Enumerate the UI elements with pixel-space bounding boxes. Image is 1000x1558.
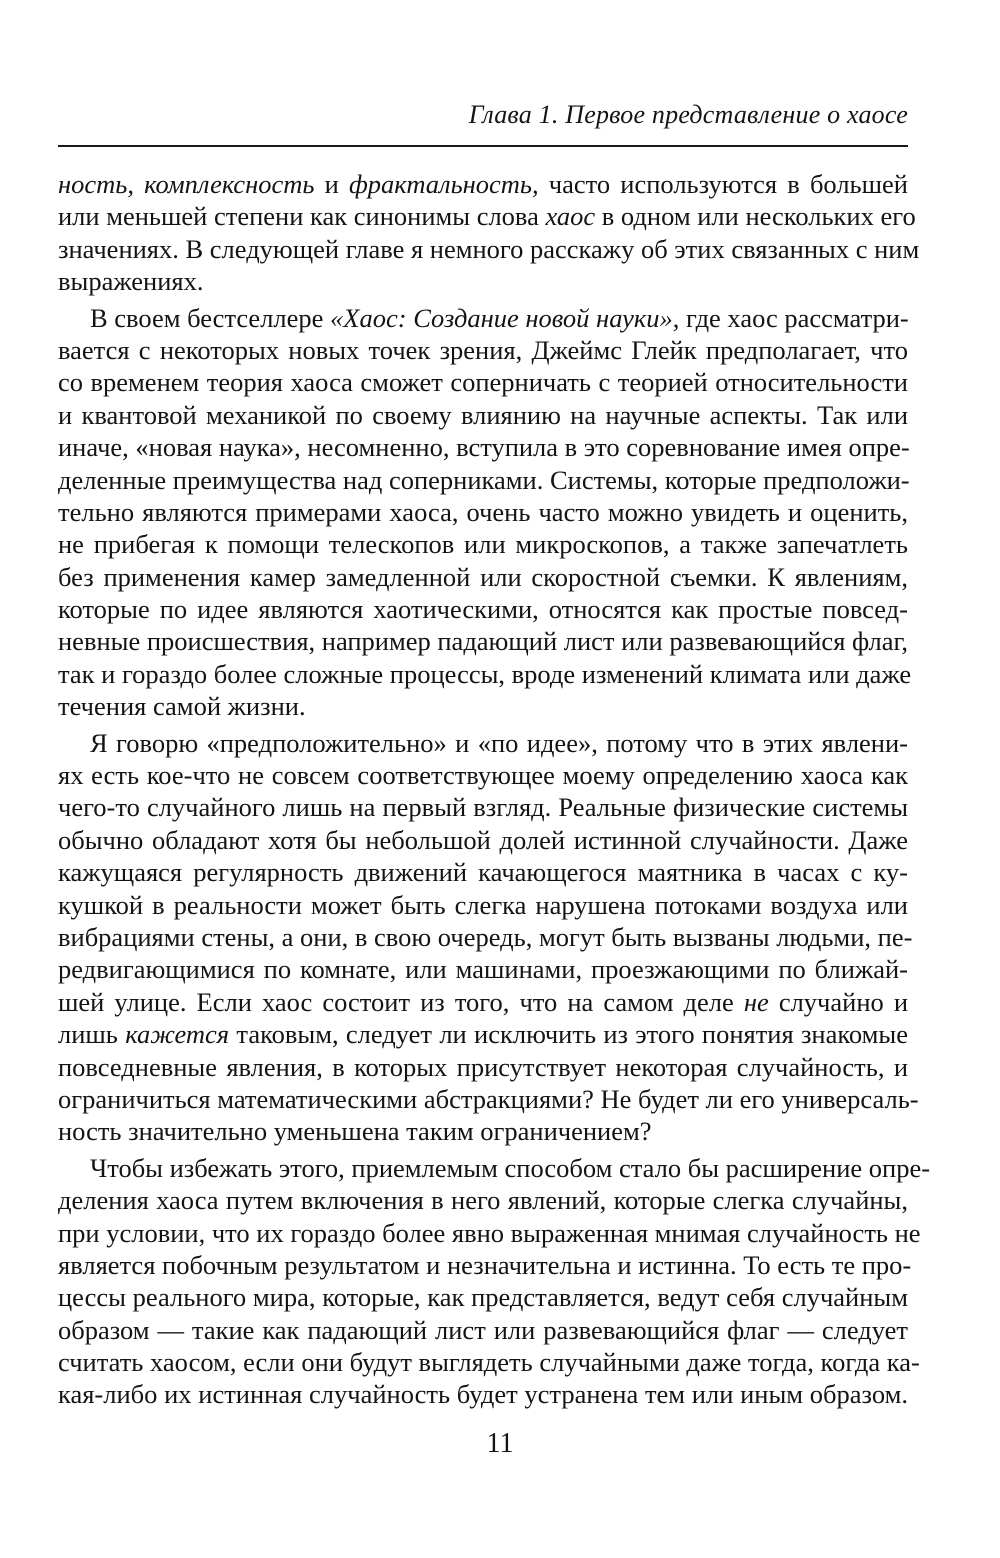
italic-term: хаос (545, 201, 596, 232)
text-line (58, 302, 908, 334)
text-line (58, 431, 908, 463)
text-line (58, 759, 908, 791)
text-run: цессы реального мира, которые, как представляется, ведут себя случайным (58, 1282, 908, 1313)
text-line (58, 625, 908, 657)
text-run: выражениях. (58, 266, 204, 297)
body-text (58, 168, 931, 1411)
text-line (58, 1217, 921, 1249)
text-run: не прибегая к помощи телескопов или микроскопов, а также запечатлеть (58, 529, 908, 560)
text-line (58, 1115, 908, 1147)
text-line (58, 1184, 908, 1216)
paragraph (58, 302, 912, 723)
text-run: чего-то случайного лишь на первый взгляд. Реальные физические системы (58, 792, 908, 823)
text-line (58, 727, 908, 759)
text-run: часто используются в большей (538, 169, 908, 199)
text-run: редвигающимися по комнате, или машинами, проезжающими по ближай- (58, 954, 908, 985)
text-run: кушкой в реальности может быть слегка нарушена потоками воздуха или (58, 889, 908, 920)
paragraph (58, 1152, 931, 1411)
text-line (58, 1152, 931, 1184)
text-line (58, 1281, 908, 1313)
text-run: кажущаяся регулярность движений качающегося маятника в часах с ку- (58, 857, 908, 888)
text-line (58, 593, 908, 625)
text-run: иначе, «новая наука», несомненно, вступила в это соревнование имея опре- (58, 432, 910, 463)
text-run: и (314, 169, 349, 199)
text-line (58, 1051, 908, 1083)
text-run: в одном или нескольких его (595, 201, 916, 232)
text-run: случайно и (768, 986, 909, 1017)
text-line (58, 528, 908, 560)
text-line (58, 1018, 908, 1050)
text-line (58, 1249, 912, 1281)
running-head: Глава 1. Первое представление о хаосе (468, 100, 908, 129)
text-line (58, 953, 908, 985)
text-line (58, 233, 920, 265)
text-run: является побочным результатом и незначительна и истинна. То есть те про- (58, 1249, 912, 1280)
text-line (58, 464, 908, 496)
text-run: которые по идее являются хаотическими, относятся как простые повсед- (58, 594, 908, 625)
text-run: кая-либо их истинная случайность будет устранена тем или иным образом. (58, 1379, 908, 1410)
text-run: вается с некоторых новых точек зрения, Джеймс Глейк предполагает, что (58, 334, 908, 365)
text-run: лишь (58, 1019, 126, 1050)
text-line (58, 921, 913, 953)
text-line (58, 168, 908, 200)
italic-term: «Хаос: Создание новой науки» (330, 302, 673, 333)
text-run: считать хаосом, если они будут выглядеть случайными даже тогда, когда ка- (58, 1347, 920, 1378)
text-line (58, 334, 908, 366)
italic-term: фрактальность, (348, 169, 539, 199)
text-run: и квантовой механикой по своему влиянию на научные аспекты. Так или (58, 399, 908, 430)
italic-term: ность, комплексность (58, 169, 315, 199)
text-run: деленные преимущества над соперниками. Системы, которые предположи- (58, 464, 910, 495)
text-run: деления хаоса путем включения в него явлений, которые слегка случайны, (58, 1185, 908, 1216)
text-run: , где хаос рассматри- (672, 302, 909, 333)
text-run: вибрациями стены, а они, в свою очередь, могут быть вызваны людьми, пе- (58, 921, 913, 952)
text-line (58, 399, 908, 431)
text-run: при условии, что их гораздо более явно выраженная мнимая случайность не (58, 1217, 921, 1248)
text-line (58, 690, 908, 722)
text-run: В своем бестселлере (90, 302, 331, 333)
text-line (58, 658, 912, 690)
text-run: ность значительно уменьшена таким ограничением? (58, 1116, 652, 1147)
text-run: шей улице. Если хаос состоит из того, что на самом деле (58, 986, 744, 1017)
text-run: течения самой жизни. (58, 691, 306, 722)
text-run: Чтобы избежать этого, приемлемым способом стало бы расширение опре- (90, 1152, 931, 1183)
italic-term: кажется (125, 1019, 230, 1050)
text-line (58, 856, 908, 888)
page-number: 11 (486, 1428, 514, 1459)
paragraph (58, 727, 919, 1148)
text-line (58, 200, 916, 232)
text-run: ограничиться математическими абстракциями? Не будет ли его универсаль- (58, 1083, 919, 1114)
text-line (58, 366, 908, 398)
text-run: повседневные явления, в которых присутствует некоторая случайность, и (58, 1051, 908, 1082)
text-run: обычно обладают хотя бы небольшой долей истинной случайности. Даже (58, 824, 908, 855)
text-run: невные происшествия, например падающий лист или развевающийся флаг, (58, 626, 909, 657)
text-run: ях есть кое-что не совсем соответствующее моему определению хаоса как (58, 760, 908, 791)
text-line (58, 1314, 908, 1346)
text-line (58, 1083, 919, 1115)
text-line (58, 824, 908, 856)
text-line (58, 791, 908, 823)
text-run: Я говорю «предположительно» и «по идее», потому что в этих явлени- (90, 727, 908, 758)
text-run: так и гораздо более сложные процессы, вроде изменений климата или даже (58, 658, 912, 689)
text-run: тельно являются примерами хаоса, очень часто можно увидеть и оценить, (58, 496, 908, 527)
text-line (58, 986, 908, 1018)
text-line (58, 496, 908, 528)
text-line (58, 889, 908, 921)
text-run: со временем теория хаоса сможет соперничать с теорией относительности (58, 367, 908, 398)
text-line (58, 561, 908, 593)
text-line (58, 1378, 908, 1410)
italic-term: не (743, 986, 769, 1017)
header-rule (58, 145, 908, 147)
text-run: образом — такие как падающий лист или развевающийся флаг — следует (58, 1314, 908, 1345)
text-run: таковым, следует ли исключить из этого понятия знакомые (229, 1019, 908, 1050)
text-run: без применения камер замедленной или скоростной съемки. К явлениям, (58, 561, 908, 592)
text-run: или меньшей степени как синонимы слова (58, 201, 546, 232)
text-line (58, 265, 908, 297)
paragraph (58, 168, 920, 298)
text-run: значениях. В следующей главе я немного расскажу об этих связанных с ним (58, 233, 920, 264)
text-line (58, 1346, 920, 1378)
